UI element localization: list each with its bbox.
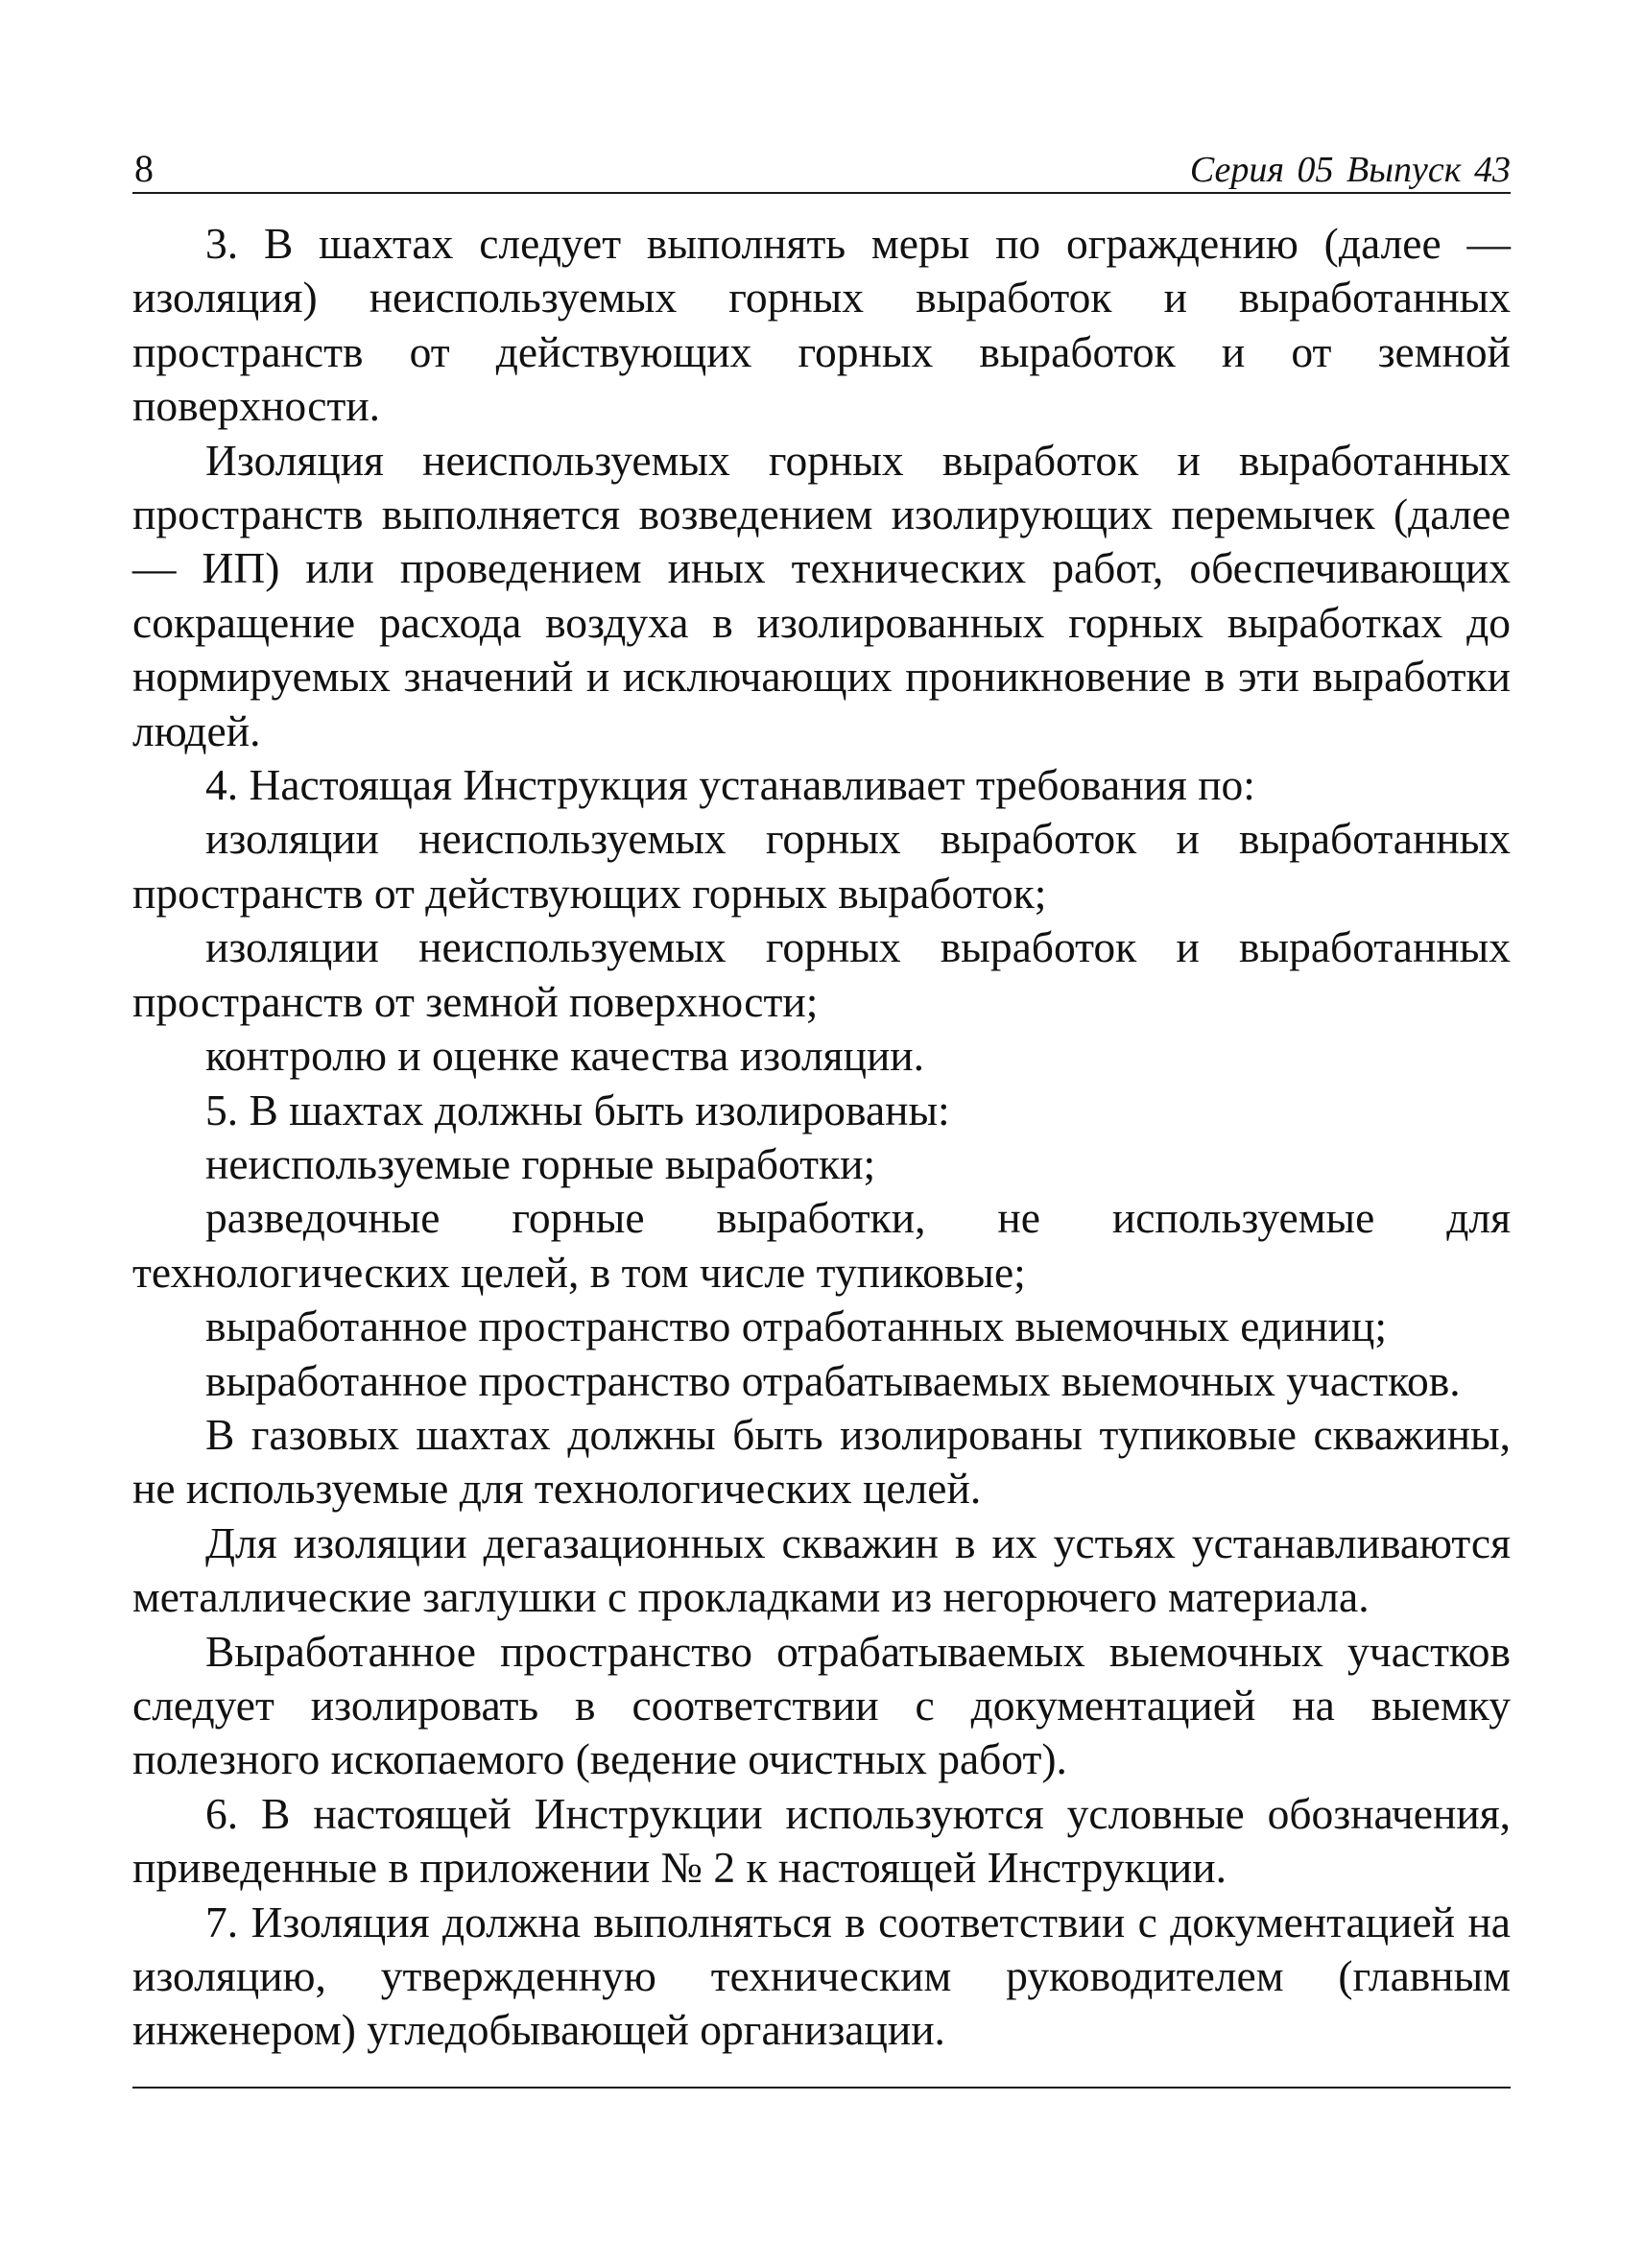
paragraph-6: 6. В настоящей Инструкции используются условные обозначения, приведенные в приложении № 2 к настоящей Инструкции.: [132, 1788, 1511, 1893]
document-page: [132, 134, 1511, 2089]
list-item: изоляции неиспользуемых горных выработок и выработанных пространств от земной поверхности;: [132, 922, 1511, 1026]
paragraph-3: 3. В шахтах следует выполнять меры по ограждению (далее — изоляция) неиспользуемых горных выработок и выработанных пространств от действующих горных выработок и от земной поверхности.: [132, 219, 1511, 431]
paragraph-7: 7. Изоляция должна выполняться в соответствии с документацией на изоляцию, утвержденную техническим руководителем (главным инженером) угледобывающей организации.: [132, 1897, 1511, 2055]
list-item: выработанное пространство отрабатываемых выемочных участков.: [205, 1355, 1461, 1405]
list-item: неиспользуемые горные выработки;: [205, 1138, 876, 1188]
paragraph-degassing-wells: Для изоляции дегазационных скважин в их устьях устанавливаются металлические заглушки с прокладками из негорючего материала.: [132, 1517, 1511, 1622]
list-item: изоляции неиспользуемых горных выработок и выработанных пространств от действующих горных выработок;: [132, 814, 1511, 918]
list-item: разведочные горные выработки, не используемые для технологических целей, в том числе тупиковые;: [132, 1193, 1511, 1297]
list-item: контролю и оценке качества изоляции.: [205, 1031, 925, 1081]
paragraph-gas-mines: В газовых шахтах должны быть изолированы тупиковые скважины, не используемые для технологических целей.: [132, 1409, 1511, 1514]
body-text: [132, 217, 1511, 2058]
paragraph-worked-out-space: Выработанное пространство отрабатываемых выемочных участков следует изолировать в соответствии с документацией на выемку полезного ископаемого (ведение очистных работ).: [132, 1626, 1511, 1784]
paragraph-4: 4. Настоящая Инструкция устанавливает требования по:: [205, 760, 1255, 810]
running-head: Серия 05 Выпуск 43: [1189, 150, 1511, 190]
paragraph-isolation-definition: Изоляция неиспользуемых горных выработок и выработанных пространств выполняется возведением изолирующих перемычек (далее — ИП) или проведением иных технических работ, обеспечивающих сокращение расхода воздуха в изолированных горных выработках до нормируемых значений и исключающих проникновение в эти выработки людей.: [132, 435, 1511, 755]
page-number: 8: [134, 147, 154, 190]
page-header: [132, 134, 1511, 194]
paragraph-5: 5. В шахтах должны быть изолированы:: [205, 1085, 950, 1134]
list-item: выработанное пространство отработанных выемочных единиц;: [205, 1301, 1387, 1351]
footer-divider: [132, 2087, 1511, 2089]
